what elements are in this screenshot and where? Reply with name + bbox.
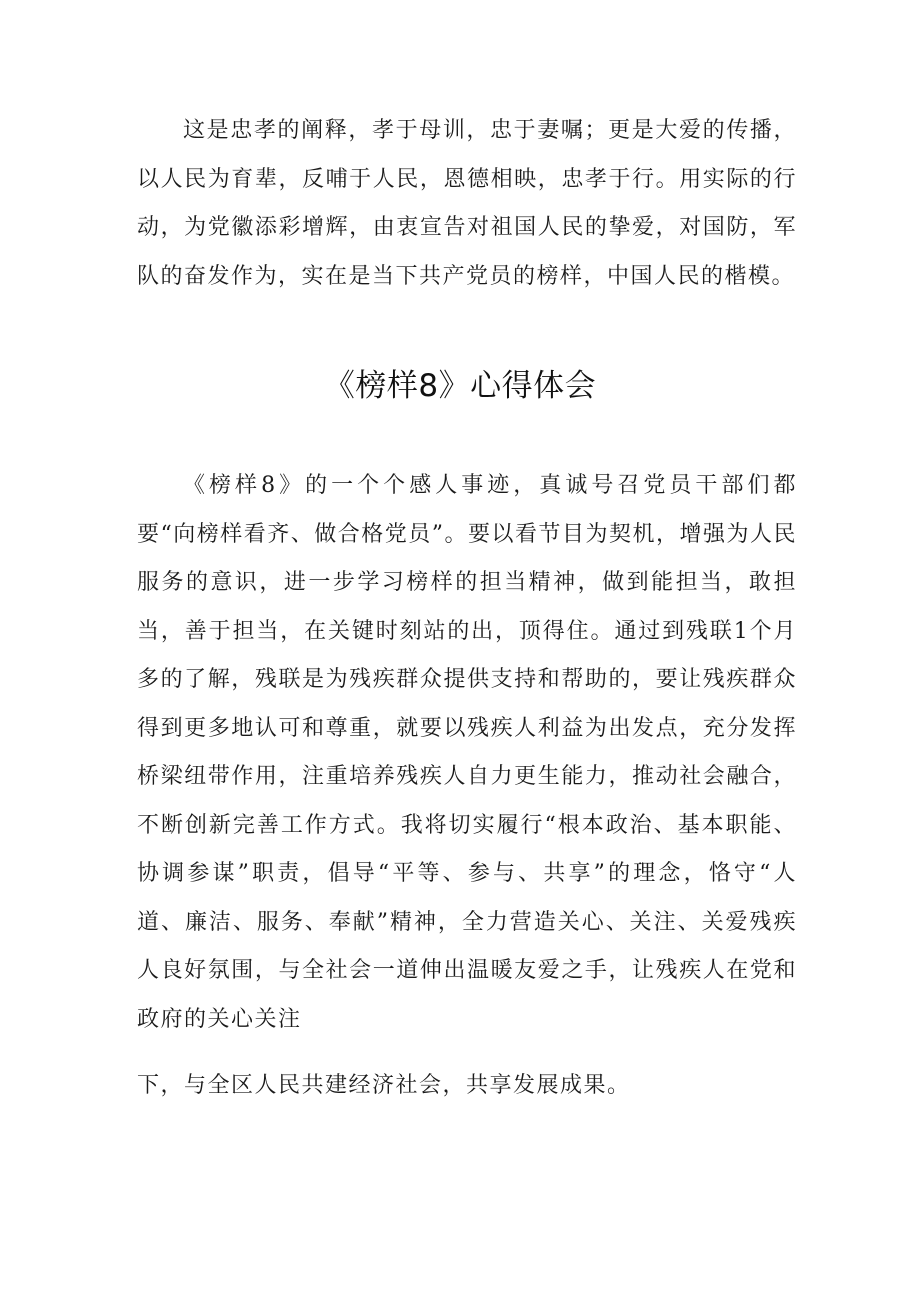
section-heading: 《榜样8》心得体会: [323, 368, 597, 404]
body-paragraph-2: 《榜样8》的一个个感人事迹，真诚号召党员干部们都要“向榜样看齐、做合格党员”。要以看节目为契机，增强为人民服务的意识，进一步学习榜样的担当精神，做到能担当，敢担当，善于担当，在关键时刻站的出，顶得住。通过到残联1个月多的了解，残联是为残疾群众提供支持和帮助的，要让残疾群众得到更多地认可和尊重，就要以残疾人利益为出发点，充分发挥桥梁纽带作用，注重培养残疾人自力更生能力，推动社会融合，不断创新完善工作方式。我将切实履行“根本政治、基本职能、协调参谋”职责，倡导“平等、参与、共享”的理念，恪守“人道、廉洁、服务、奉献”精神，全力营造关心、关注、关爱残疾人良好氛围，与全社会一道伸出温暖友爱之手，让残疾人在党和政府的关心关注: [137, 473, 797, 1032]
body-paragraph-1: 这是忠孝的阐释，孝于母训，忠于妻嘱；更是大爱的传播，以人民为育辈，反哺于人民，恩德相映，忠孝于行。用实际的行动，为党徽添彩增辉，由衷宣告对祖国人民的挚爱，对国防，军队的奋发作为，实在是当下共产党员的榜样，中国人民的楷模。: [137, 118, 797, 289]
body-paragraph-3: 下，与全区人民共建经济社会，共享发展成果。: [137, 1073, 631, 1098]
